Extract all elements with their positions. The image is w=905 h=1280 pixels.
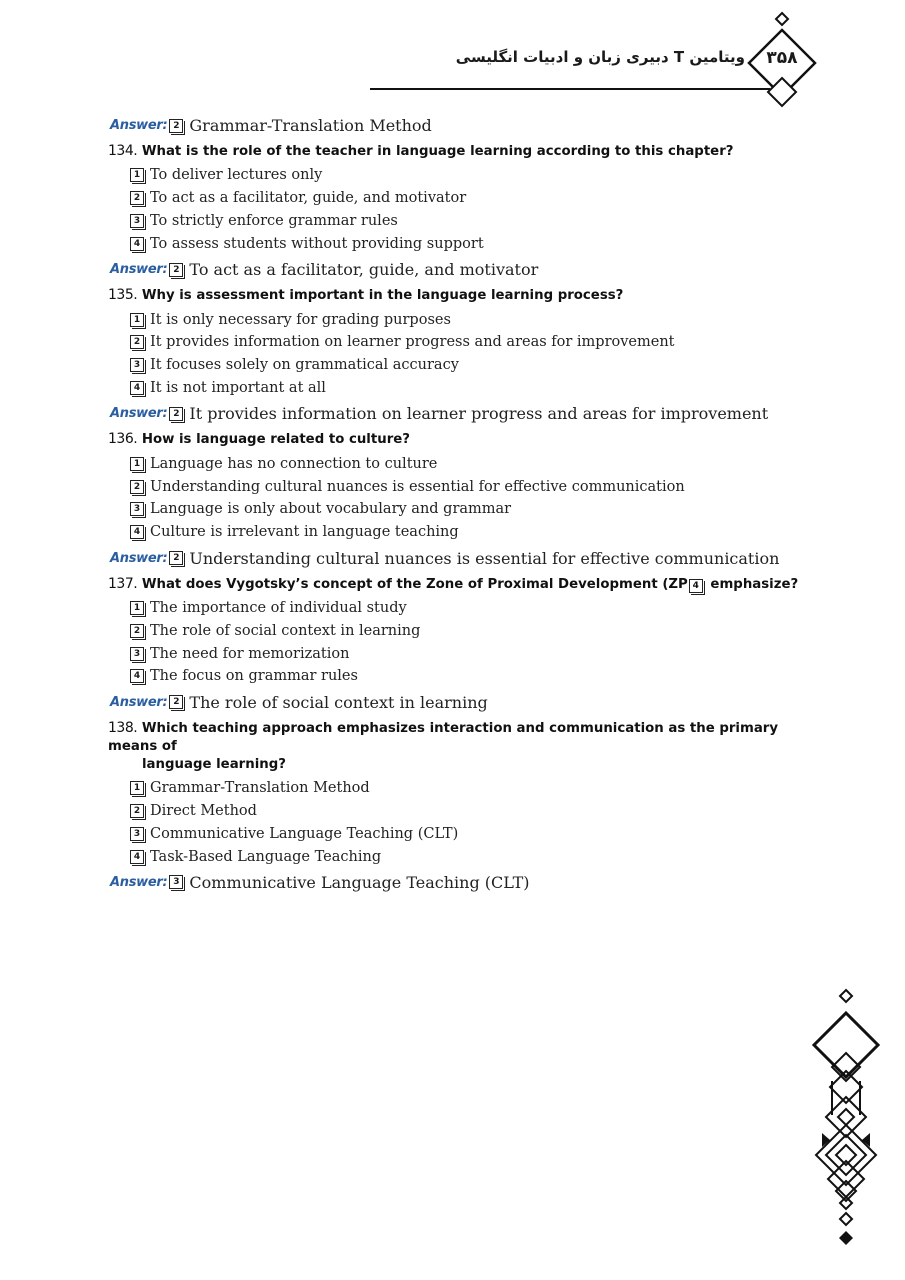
question-number: 136. — [108, 431, 138, 448]
option-number-box: 2 — [130, 624, 144, 638]
option-text: The importance of individual study — [150, 599, 407, 616]
question-number: 135. — [108, 287, 138, 304]
option-text: It focuses solely on grammatical accuracy — [150, 357, 459, 374]
question-135 — [108, 286, 808, 305]
options-135 — [130, 308, 808, 399]
option-1 — [130, 597, 808, 620]
answer-133 — [110, 113, 808, 138]
answer-text: Understanding cultural nuances is essential for effective communication — [189, 548, 780, 568]
page-content — [108, 113, 808, 899]
question-text-after: emphasize? — [705, 576, 799, 592]
answer-137 — [110, 690, 808, 715]
answer-choice-box: 2 — [169, 551, 183, 565]
option-3 — [130, 210, 808, 233]
option-4 — [130, 232, 808, 255]
options-134 — [130, 164, 808, 255]
answer-label: Answer: — [110, 262, 168, 278]
answer-label: Answer: — [110, 694, 168, 710]
option-text: Direct Method — [150, 802, 257, 819]
option-number-box: 1 — [130, 457, 144, 471]
question-text-line2: language learning? — [142, 756, 286, 772]
option-text: It provides information on learner progress and areas for improvement — [150, 334, 675, 351]
answer-135 — [110, 401, 808, 426]
option-text: To assess students without providing support — [150, 235, 484, 252]
question-number: 134. — [108, 143, 138, 159]
answer-text: It provides information on learner progress and areas for improvement — [189, 404, 769, 424]
answer-138 — [110, 870, 808, 895]
option-text: Grammar-Translation Method — [150, 780, 370, 797]
question-number: 138. — [108, 719, 138, 736]
header-title: ویتامین T دبیری زبان و ادبیات انگلیسی — [455, 48, 745, 66]
option-number-box: 4 — [130, 850, 144, 864]
option-4 — [130, 377, 808, 400]
option-4 — [130, 521, 808, 544]
option-text: The need for memorization — [150, 645, 350, 662]
question-138 — [108, 719, 808, 774]
answer-choice-box: 2 — [169, 119, 183, 133]
page-number: ۳۵۸ — [766, 48, 798, 68]
option-2 — [130, 331, 808, 354]
option-number-box: 3 — [130, 827, 144, 841]
header-rule — [370, 88, 770, 90]
question-text-before: What does Vygotsky’s concept of the Zone of Proximal Development (ZP — [141, 576, 688, 592]
option-number-box: 4 — [130, 237, 144, 251]
option-text: To strictly enforce grammar rules — [150, 212, 398, 229]
option-number-box: 1 — [130, 313, 144, 327]
option-number-box: 3 — [130, 358, 144, 372]
option-number-box: 4 — [130, 525, 144, 539]
option-3 — [130, 354, 808, 377]
question-134 — [108, 142, 808, 161]
answer-label: Answer: — [110, 550, 168, 566]
option-text: It is only necessary for grading purposes — [150, 311, 451, 328]
option-1 — [130, 452, 808, 475]
answer-choice-box: 2 — [169, 695, 183, 709]
option-text: Communicative Language Teaching (CLT) — [150, 825, 459, 842]
answer-choice-box: 2 — [169, 263, 183, 277]
option-number-box: 1 — [130, 781, 144, 795]
option-2 — [130, 475, 808, 498]
question-text: How is language related to culture? — [141, 432, 410, 448]
option-number-box: 2 — [130, 804, 144, 818]
answer-text: Grammar-Translation Method — [189, 116, 432, 135]
question-137 — [108, 575, 808, 594]
option-number-box: 3 — [130, 647, 144, 661]
option-number-box: 3 — [130, 214, 144, 228]
options-138 — [130, 777, 808, 868]
option-number-box: 2 — [130, 191, 144, 205]
question-text: Why is assessment important in the language learning process? — [141, 288, 624, 304]
question-text: What is the role of the teacher in language learning according to this chapter? — [141, 144, 734, 159]
option-4 — [130, 665, 808, 688]
option-text: Language has no connection to culture — [150, 455, 438, 472]
option-1 — [130, 164, 808, 187]
options-136 — [130, 452, 808, 543]
option-text: Understanding cultural nuances is essential for effective communication — [150, 478, 685, 495]
inline-number-box: 4 — [689, 579, 703, 593]
page-header — [0, 0, 905, 110]
option-2 — [130, 187, 808, 210]
answer-label: Answer: — [110, 874, 168, 890]
option-number-box: 2 — [130, 480, 144, 494]
option-text: It is not important at all — [150, 379, 326, 396]
option-4 — [130, 845, 808, 868]
question-136 — [108, 430, 808, 449]
option-text: Task-Based Language Teaching — [150, 848, 382, 865]
option-2 — [130, 800, 808, 823]
answer-choice-box: 3 — [169, 875, 183, 889]
option-number-box: 1 — [130, 601, 144, 615]
answer-choice-box: 2 — [169, 407, 183, 421]
option-text: To act as a facilitator, guide, and motivator — [150, 190, 467, 207]
answer-text: The role of social context in learning — [189, 692, 488, 712]
option-number-box: 4 — [130, 669, 144, 683]
decorative-diamond-ornament-icon — [800, 985, 890, 1250]
option-text: The focus on grammar rules — [150, 668, 358, 685]
question-text-line1: Which teaching approach emphasizes interaction and communication as the primary means of — [108, 720, 779, 754]
option-number-box: 3 — [130, 502, 144, 516]
option-2 — [130, 619, 808, 642]
answer-text: To act as a facilitator, guide, and motivator — [189, 260, 539, 280]
option-number-box: 2 — [130, 335, 144, 349]
option-1 — [130, 777, 808, 800]
option-3 — [130, 498, 808, 521]
option-3 — [130, 822, 808, 845]
answer-134 — [110, 257, 808, 282]
option-text: Language is only about vocabulary and grammar — [150, 501, 512, 518]
option-text: To deliver lectures only — [150, 167, 323, 184]
option-text: The role of social context in learning — [150, 622, 421, 639]
option-number-box: 4 — [130, 381, 144, 395]
answer-label: Answer: — [110, 118, 168, 133]
answer-136 — [110, 546, 808, 571]
answer-label: Answer: — [110, 406, 168, 422]
option-3 — [130, 642, 808, 665]
option-number-box: 1 — [130, 168, 144, 182]
option-text: Culture is irrelevant in language teaching — [150, 524, 459, 541]
question-number: 137. — [108, 575, 138, 592]
options-137 — [130, 597, 808, 688]
option-1 — [130, 308, 808, 331]
answer-text: Communicative Language Teaching (CLT) — [189, 872, 530, 892]
